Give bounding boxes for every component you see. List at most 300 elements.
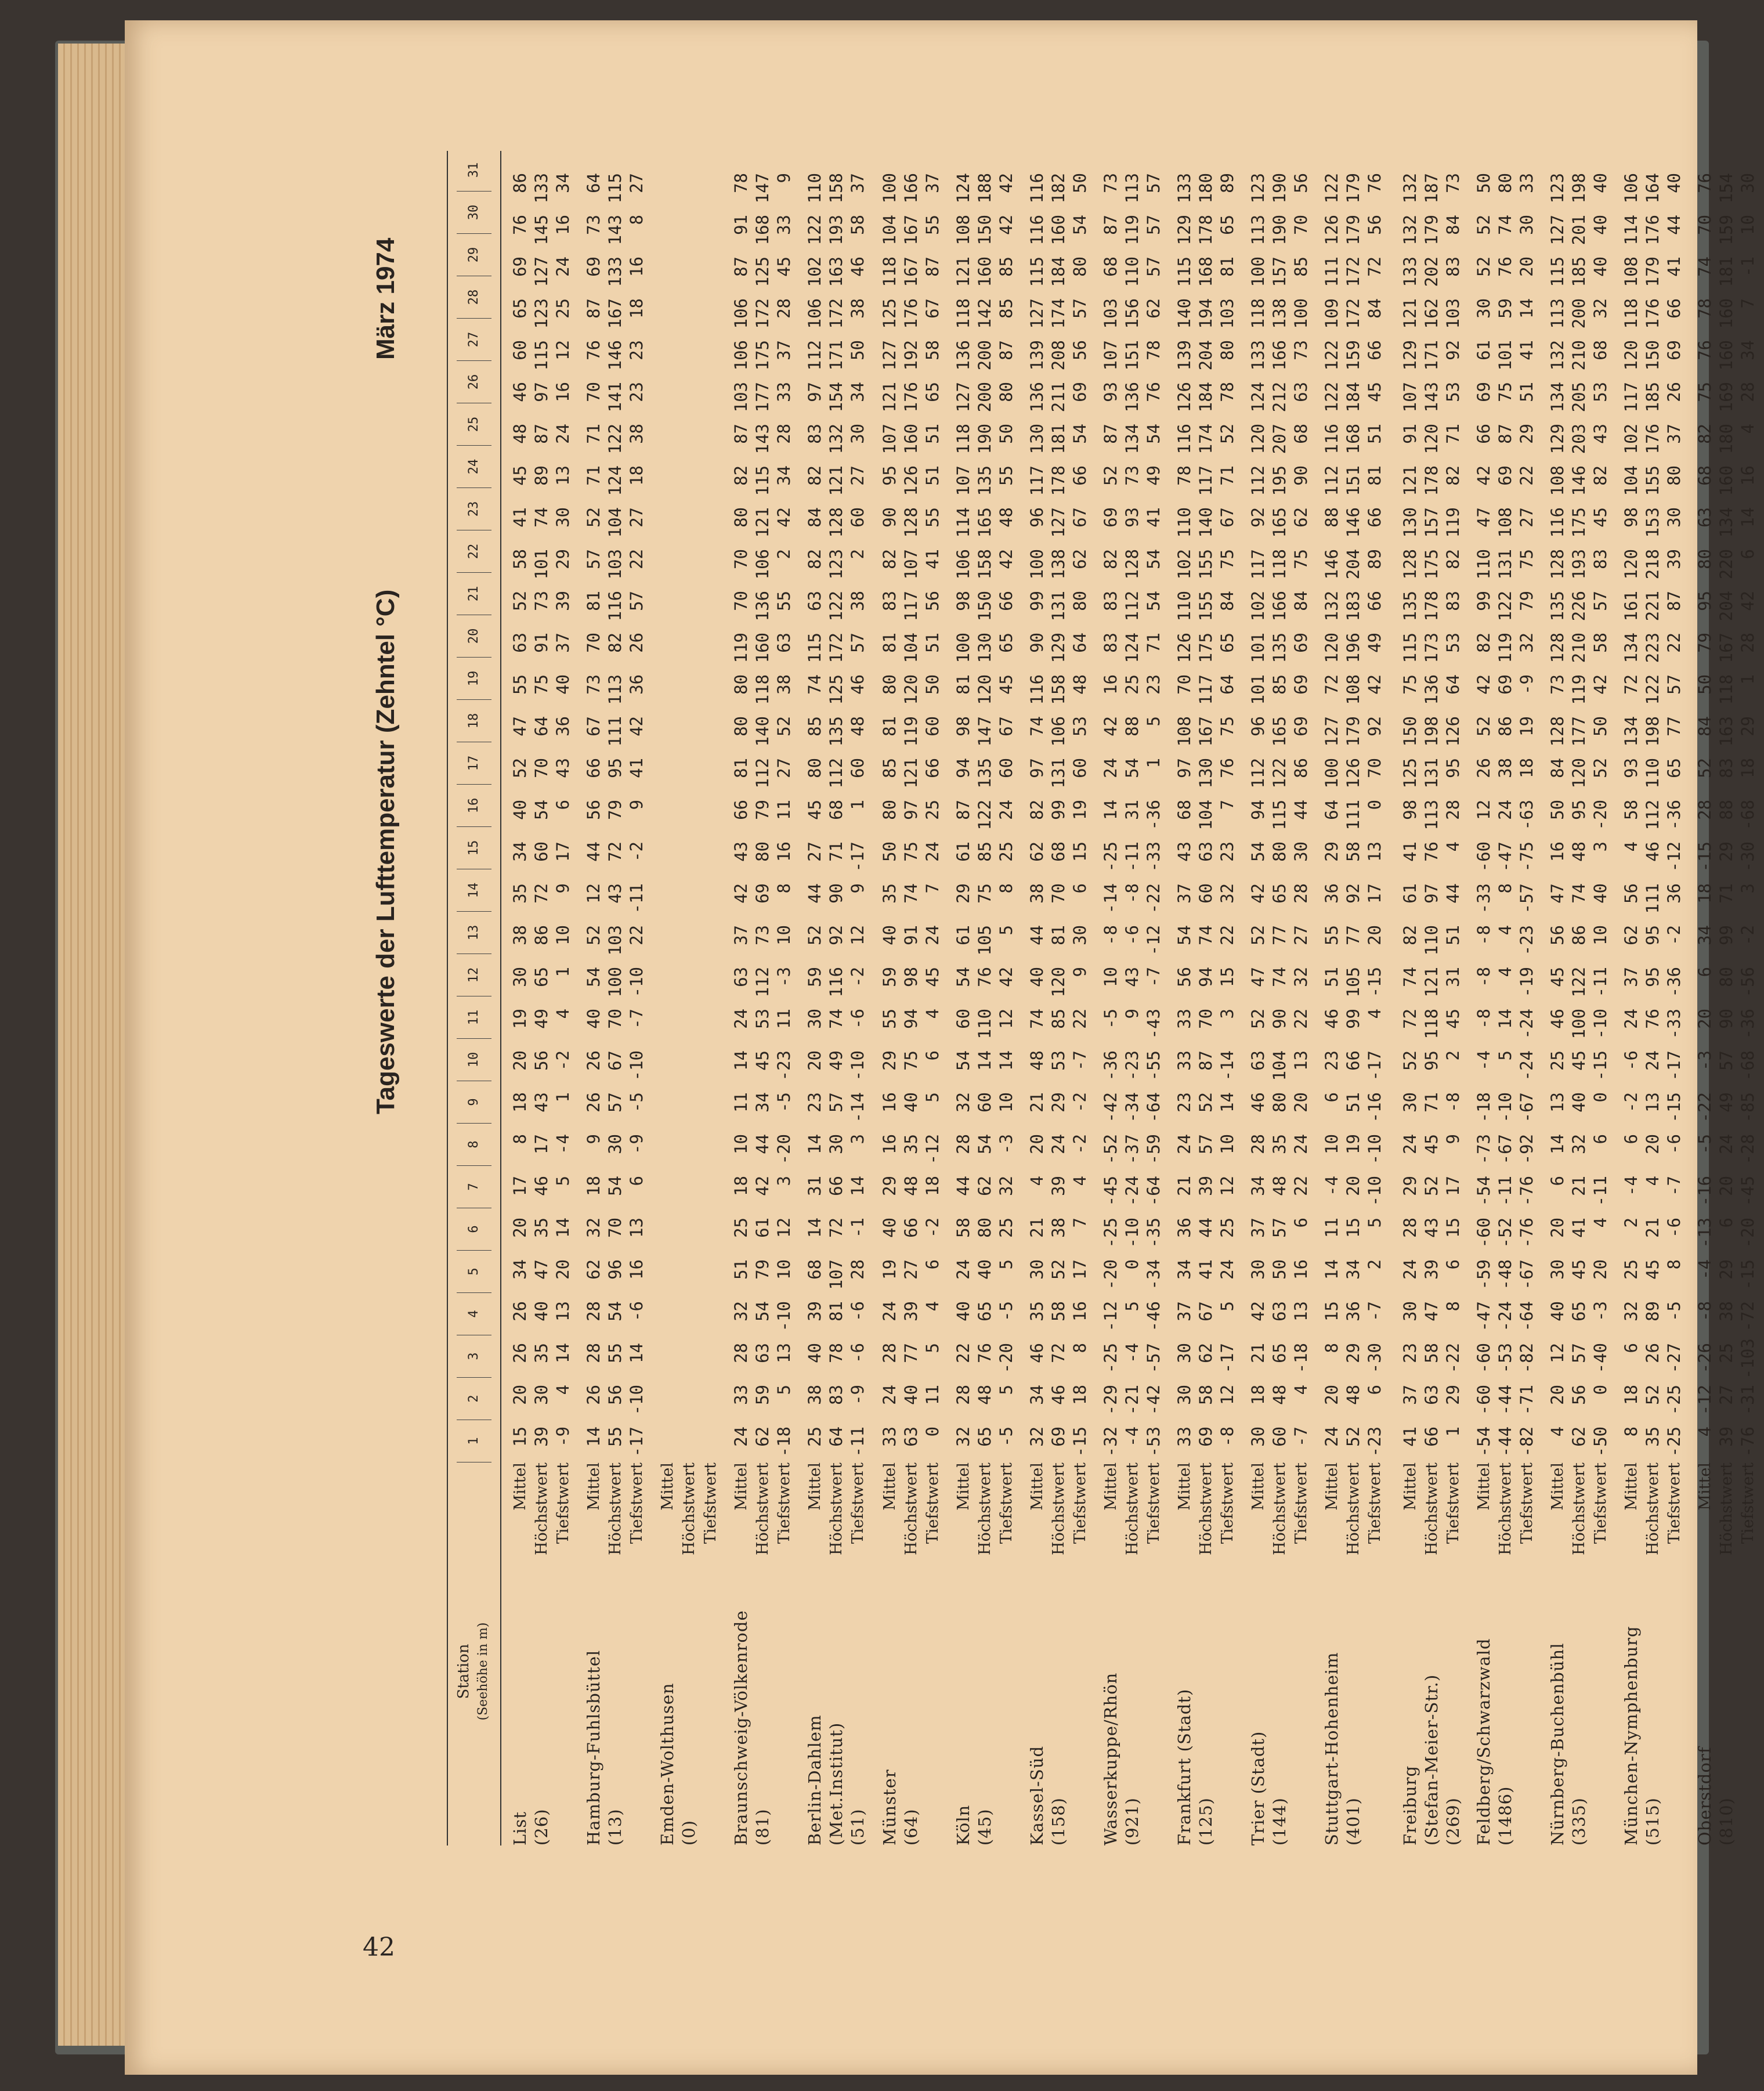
value-type-label: Mittel [732,1462,750,1511]
table-cell: 51 [923,633,942,653]
station-name: Freiburg [1400,1765,1420,1846]
station-name: Münster [880,1769,899,1846]
table-cell: -22 [1144,883,1163,914]
table-cell: 34 [1248,1176,1268,1196]
table-cell: 41 [1196,1259,1216,1280]
table-cell: 24 [1049,1134,1068,1154]
value-type-label: Höchstwert [976,1462,994,1555]
table-cell: 13 [627,1218,646,1238]
table-cell: 6 [1548,1176,1567,1186]
table-cell: -8 [1122,883,1142,904]
table-cell: 70 [1365,758,1385,778]
table-cell: 76 [975,1343,995,1363]
table-cell: 72 [1322,674,1342,695]
table-cell: 34 [553,173,573,193]
table-cell: 14 [584,1426,603,1447]
table-cell: 95 [605,758,625,778]
table-cell: 3 [1217,1009,1237,1019]
table-cell: 113 [1548,298,1567,329]
table-cell: 29 [1343,1343,1363,1363]
row-values [1401,167,1420,1462]
table-cell: 116 [1174,424,1194,454]
table-cell: 30 [1474,298,1494,319]
table-cell: 36 [1322,883,1342,904]
value-type-label: Höchstwert [1718,1462,1736,1555]
table-cell: 43 [731,842,751,862]
table-cell: -56 [1738,967,1758,998]
table-cell: 6 [1322,1092,1342,1103]
table-cell: 77 [1270,925,1289,945]
table-cell: 82 [1474,633,1494,653]
table-cell: 133 [1400,257,1420,287]
value-type-label: Mittel [659,1462,677,1511]
table-cell: 35 [1270,1134,1289,1154]
table-cell: 45 [753,1050,772,1071]
table-cell: -4 [1474,1050,1494,1071]
table-cell: 29 [1716,1259,1736,1280]
row-values [1322,167,1342,1462]
table-cell: 160 [1716,340,1736,371]
table-cell: 60 [953,1009,973,1029]
table-cell: 75 [901,842,921,862]
table-cell: 57 [1144,257,1163,277]
day-header-22: 22 [457,530,491,573]
table-cell: -20 [1101,1259,1120,1290]
table-cell: 52 [1217,424,1237,444]
table-cell: 105 [975,925,995,956]
table-cell: 112 [1643,800,1662,830]
table-cell: -24 [1517,1009,1537,1039]
table-cell: 24 [1621,1009,1641,1029]
table-cell: 72 [532,883,551,904]
table-cell: 48 [1569,842,1589,862]
table-cell: 121 [753,507,772,538]
table-cell: 160 [1049,215,1068,245]
table-cell: 36 [1343,1301,1363,1321]
table-cell: 85 [1291,257,1311,277]
table-cell: 62 [975,1176,995,1196]
table-cell: 22 [627,925,646,945]
table-cell: 5 [1217,1301,1237,1312]
table-cell: 58 [510,549,530,569]
table-cell: 178 [1196,215,1216,245]
table-cell: 80 [975,1218,995,1238]
table-cell: 101 [532,549,551,580]
table-cell: 48 [1343,1385,1363,1405]
table-cell: -25 [1101,1218,1120,1248]
table-cell: 54 [584,967,603,987]
table-cell: 88 [1122,716,1142,736]
value-type-label: Höchstwert [680,1462,698,1555]
table-cell: 101 [1248,674,1268,705]
table-cell: 143 [1422,382,1441,413]
table-cell: 108 [1174,716,1194,747]
table-cell: -2 [1070,1134,1090,1154]
table-cell: 5 [774,1385,794,1395]
table-cell: 32 [1027,1426,1047,1447]
table-cell: 112 [753,758,772,789]
table-cell: 212 [1270,382,1289,413]
table-cell: 8 [1664,1259,1684,1270]
table-cell: 113 [1248,215,1268,245]
day-header-cells [448,149,500,1462]
table-cell: 211 [1049,382,1068,413]
table-cell: 65 [923,382,942,402]
table-cell: 12 [1217,1385,1237,1405]
row-values [1344,167,1363,1462]
table-cell: -18 [1474,1092,1494,1123]
table-cell: 13 [1548,1092,1567,1113]
station-name: (401) [1343,1797,1363,1846]
table-cell: 83 [805,424,825,444]
table-cell: 133 [605,257,625,287]
day-header-28: 28 [457,276,491,319]
table-cell: 124 [605,465,625,496]
table-cell: 95 [1569,800,1589,820]
table-cell: 99 [1027,591,1047,611]
table-cell: -68 [1738,1050,1758,1081]
table-cell: 36 [1664,883,1684,904]
table-cell: 52 [1196,1092,1216,1113]
table-cell: 50 [1548,800,1567,820]
table-cell: -24 [1517,1050,1537,1081]
table-cell: 69 [1196,1426,1216,1447]
row-values [1197,167,1216,1462]
table-cell: 118 [1248,298,1268,329]
table-cell: 204 [1196,340,1216,371]
table-cell: -17 [848,842,867,872]
table-cell: 218 [1643,549,1662,580]
table-cell: 26 [1664,382,1684,402]
table-cell: 40 [975,1259,995,1280]
station-name: Wasserkuppe/Rhön [1101,1672,1120,1846]
table-cell: 69 [1291,674,1311,695]
table-cell: -15 [1695,842,1715,872]
row-values [1101,167,1120,1462]
table-cell: 85 [996,257,1016,277]
table-cell: 74 [1400,967,1420,987]
table-cell: 143 [605,215,625,245]
table-cell: -24 [1122,1176,1142,1207]
value-type-label: Höchstwert [827,1462,845,1555]
table-cell: 73 [1101,173,1120,193]
table-cell: 67 [1217,507,1237,528]
table-cell: 22 [1217,925,1237,945]
table-cell: 65 [532,967,551,987]
table-cell: 17 [553,842,573,862]
table-cell: 92 [826,925,846,945]
table-cell: 24 [996,800,1016,820]
table-cell: 81 [1217,257,1237,277]
table-cell: 108 [1343,674,1363,705]
table-cell: 51 [1343,1092,1363,1113]
table-cell: 37 [1400,1385,1420,1405]
table-cell: 57 [1270,1218,1289,1238]
table-cell: -12 [1101,1301,1120,1332]
table-cell: 68 [805,1259,825,1280]
value-type-label: Tiefstwert [628,1462,646,1544]
table-cell: -6 [848,1343,867,1363]
table-cell: 106 [805,298,825,329]
table-cell: 49 [1144,465,1163,486]
table-cell: 13 [774,1343,794,1363]
table-cell: 40 [1569,1092,1589,1113]
table-cell: 192 [901,340,921,371]
table-cell: 76 [1695,340,1715,360]
table-cell: 30 [805,1009,825,1029]
table-cell: 130 [1400,507,1420,538]
table-cell: 62 [1144,298,1163,319]
table-cell: 14 [627,1343,646,1363]
table-cell: 24 [1716,1134,1736,1154]
table-cell: 55 [605,1343,625,1363]
table-cell: 18 [731,1176,751,1196]
table-cell: 107 [901,549,921,580]
table-cell: 60 [532,842,551,862]
table-cell: 80 [1270,842,1289,862]
table-cell: 54 [532,800,551,820]
table-cell: 29 [1443,1385,1463,1405]
table-cell: 100 [1569,1009,1589,1039]
table-cell: 81 [826,1301,846,1321]
table-cell: 28 [584,1301,603,1321]
table-cell: 60 [848,507,867,528]
table-cell: 28 [1695,800,1715,820]
table-cell: 90 [1291,465,1311,486]
table-cell: 31 [805,1176,825,1196]
table-cell: 9 [553,883,573,894]
table-cell: 27 [1291,925,1311,945]
table-cell: 171 [1422,340,1441,371]
table-cell: 15 [1322,1301,1342,1321]
table-cell: -34 [1122,1092,1142,1123]
table-cell: 61 [953,842,973,862]
table-cell: -9 [553,1426,573,1447]
table-cell: 66 [1474,424,1494,444]
table-cell: 29 [1517,424,1537,444]
table-cell: 169 [1716,382,1736,413]
row-values [1474,167,1494,1462]
row-values [1175,167,1194,1462]
table-cell: 53 [753,1009,772,1029]
table-cell: 84 [1217,591,1237,611]
table-cell: 92 [1343,883,1363,904]
table-cell: 36 [553,716,573,736]
table-cell: 52 [1400,1050,1420,1071]
table-cell: 27 [627,507,646,528]
table-cell: 77 [1664,716,1684,736]
table-cell: 23 [1174,1092,1194,1113]
table-cell: 20 [1591,1259,1610,1280]
table-cell: 207 [1270,424,1289,454]
table-cell: 100 [1248,257,1268,287]
table-cell: 8 [1322,1343,1342,1353]
table-cell: 19 [510,1009,530,1029]
table-cell: 110 [1474,549,1494,580]
table-cell: 24 [1400,1259,1420,1280]
table-cell: -4 [1621,1176,1641,1196]
table-cell: 88 [1322,507,1342,528]
table-cell: 45 [1591,507,1610,528]
table-cell: -71 [1517,1385,1537,1415]
table-cell: 34 [774,465,794,486]
table-cell: 26 [584,1050,603,1071]
table-cell: 151 [1343,465,1363,496]
table-cell: 108 [953,215,973,245]
table-cell: 176 [1643,424,1662,454]
table-cell: 116 [826,967,846,998]
table-cell: 20 [1548,1218,1567,1238]
table-cell: 46 [1643,842,1662,862]
table-cell: 125 [880,298,899,329]
table-cell: 57 [1591,591,1610,611]
table-cell: 40 [880,925,899,945]
table-cell: 156 [1122,298,1142,329]
table-cell: 24 [953,1259,973,1280]
table-cell: 58 [1049,1301,1068,1321]
table-cell: 63 [901,1426,921,1447]
table-cell: 82 [731,465,751,486]
table-cell: -36 [1144,800,1163,830]
table-cell: 3 [1738,883,1758,894]
table-cell: 29 [1322,842,1342,862]
table-cell: 16 [553,382,573,402]
table-cell: 6 [1291,1218,1311,1228]
table-cell: 61 [953,925,973,945]
value-type-label: Tiefstwert [924,1462,942,1544]
table-cell: 117 [1621,382,1641,413]
table-cell: 24 [923,842,942,862]
table-cell: 16 [1548,842,1567,862]
table-cell: 82 [805,549,825,569]
table-cell: 53 [1591,382,1610,402]
table-cell: 129 [1548,424,1567,454]
table-cell: 91 [731,215,751,235]
table-cell: 52 [1101,465,1120,486]
value-type-label: Mittel [1475,1462,1493,1511]
table-cell: -21 [1122,1385,1142,1415]
table-cell: 7 [1070,1218,1090,1228]
table-cell: 99 [1716,925,1736,945]
table-cell: 120 [975,674,995,705]
table-cell: 4 [1027,1176,1047,1186]
table-cell: -8 [1695,1301,1715,1321]
table-cell: 40 [584,1009,603,1029]
table-cell: 142 [975,298,995,329]
table-cell: 103 [605,549,625,580]
table-cell: 121 [1400,465,1420,496]
table-cell: 122 [826,591,846,622]
table-cell: 80 [880,800,899,820]
station-name: Feldberg/Schwarzwald [1474,1638,1494,1846]
table-cell: 102 [1248,591,1268,622]
table-cell: 43 [1174,842,1194,862]
table-cell: -82 [1517,1343,1537,1374]
table-cell: 53 [1443,633,1463,653]
table-cell: 1 [1144,758,1163,768]
table-cell: 146 [1343,507,1363,538]
table-cell: 75 [1400,674,1420,695]
table-cell: 40 [901,1385,921,1405]
table-cell: 24 [1643,1050,1662,1071]
table-cell: 12 [584,883,603,904]
table-cell: 135 [1400,591,1420,622]
table-cell: 115 [1548,257,1567,287]
table-cell: 122 [605,424,625,454]
table-cell: 110 [1643,758,1662,789]
table-cell: -50 [1591,1426,1610,1457]
table-cell: 82 [605,633,625,653]
day-header-23: 23 [457,488,491,530]
table-cell: 119 [731,633,751,663]
table-cell: 65 [1217,633,1237,653]
table-cell: 35 [532,1218,551,1238]
table-cell: 70 [605,1009,625,1029]
table-cell: 172 [826,633,846,663]
table-cell: 16 [774,842,794,862]
day-header-11: 11 [457,996,491,1039]
table-cell: 25 [996,842,1016,862]
table-cell: 70 [584,382,603,402]
table-cell: 14 [731,1050,751,1071]
table-cell: 42 [753,1176,772,1196]
table-cell: 131 [1422,758,1441,789]
station-name: München-Nymphenburg [1621,1626,1641,1846]
table-cell: 147 [753,173,772,204]
table-cell: -5 [996,1301,1016,1321]
table-cell: -8 [1217,1426,1237,1447]
table-cell: 52 [1643,1385,1662,1405]
table-cell: 60 [1270,1426,1289,1447]
table-cell: 62 [1196,1343,1216,1363]
table-cell: 45 [1365,382,1385,402]
table-cell: 116 [1027,674,1047,705]
table-cell: 179 [1643,257,1662,287]
table-cell: 26 [627,633,646,653]
table-cell: 4 [1495,967,1515,977]
table-cell: 45 [1443,1009,1463,1029]
table-cell: 18 [1695,883,1715,904]
table-cell: 200 [975,340,995,371]
table-cell: 82 [1591,465,1610,486]
table-cell: -20 [1591,800,1610,830]
table-cell: 166 [901,173,921,204]
value-type-label: Tiefstwert [1145,1462,1163,1544]
table-cell: 20 [553,1259,573,1280]
table-cell: 30 [1400,1301,1420,1321]
table-cell: 58 [923,340,942,360]
row-values [954,167,973,1462]
table-cell: 16 [627,257,646,277]
station-name: Oberstdorf [1695,1746,1715,1846]
table-cell: -22 [1695,1092,1715,1123]
table-cell: 55 [510,674,530,695]
table-cell: 75 [975,883,995,904]
table-cell: 83 [1591,549,1610,569]
table-cell: 104 [880,215,899,245]
table-cell: 176 [1643,215,1662,245]
value-type-label: Mittel [1249,1462,1267,1511]
table-cell: 123 [532,298,551,329]
table-cell: 90 [1270,1009,1289,1029]
value-type-label: Mittel [1549,1462,1567,1511]
table-cell: 51 [1322,967,1342,987]
table-cell: 38 [1049,1218,1068,1238]
table-cell: 43 [605,883,625,904]
table-cell: 10 [731,1134,751,1154]
table-cell: 75 [1217,716,1237,736]
table-cell: 48 [1027,1050,1047,1071]
